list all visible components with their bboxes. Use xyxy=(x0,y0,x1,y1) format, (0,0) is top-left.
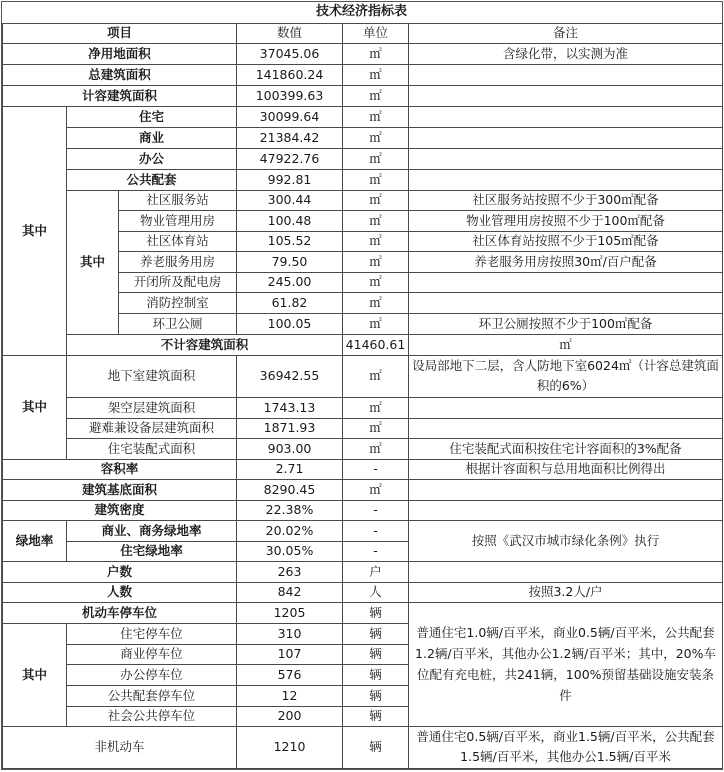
table-title: 技术经济指标表 xyxy=(3,2,723,23)
header-note: 备注 xyxy=(409,23,723,43)
row-value: 310 xyxy=(237,623,343,644)
row-note xyxy=(409,85,723,106)
row-value: 12 xyxy=(237,685,343,706)
row-unit: ㎡ xyxy=(343,106,409,127)
row-value: 41460.61 xyxy=(343,334,409,355)
row-value: 30099.64 xyxy=(237,106,343,127)
row-note: 含绿化带，以实测为准 xyxy=(409,43,723,64)
row-value: 8290.45 xyxy=(237,479,343,500)
row-value: 141860.24 xyxy=(237,64,343,85)
row-note: 根据计容面积与总用地面积比例得出 xyxy=(409,459,723,479)
row-label: 商业停车位 xyxy=(67,644,237,664)
table-row xyxy=(3,334,723,355)
header-row xyxy=(3,23,723,43)
row-label: 户数 xyxy=(3,561,237,582)
row-note: 环卫公厕按照不少于100㎡配备 xyxy=(409,313,723,334)
row-value: 200 xyxy=(237,706,343,726)
row-unit: 辆 xyxy=(343,685,409,706)
table-row xyxy=(3,438,723,459)
table-row xyxy=(3,148,723,169)
row-note: 设局部地下二层，含人防地下室6024㎡（计容总建筑面积的6%） xyxy=(409,355,723,397)
row-unit: - xyxy=(343,459,409,479)
row-note xyxy=(409,479,723,500)
row-unit: 辆 xyxy=(343,706,409,726)
table-row xyxy=(3,64,723,85)
row-label: 住宅绿地率 xyxy=(67,541,237,561)
row-note: 住宅装配式面积按住宅计容面积的3%配备 xyxy=(409,438,723,459)
row-label: 机动车停车位 xyxy=(3,602,237,623)
row-label: 物业管理用房 xyxy=(119,210,237,231)
row-value: 576 xyxy=(237,664,343,685)
header-value: 数值 xyxy=(237,23,343,43)
row-unit: ㎡ xyxy=(343,190,409,210)
row-note xyxy=(409,148,723,169)
row-label: 办公 xyxy=(67,148,237,169)
row-unit: 辆 xyxy=(343,623,409,644)
row-label: 商业 xyxy=(67,127,237,148)
row-note xyxy=(409,127,723,148)
row-label: 地下室建筑面积 xyxy=(67,355,237,397)
row-value: 300.44 xyxy=(237,190,343,210)
row-unit: 辆 xyxy=(343,602,409,623)
row-value: 842 xyxy=(237,582,343,602)
row-value: 20.02% xyxy=(237,520,343,541)
row-value: 21384.42 xyxy=(237,127,343,148)
table-row xyxy=(3,397,723,418)
row-value: 2.71 xyxy=(237,459,343,479)
row-unit: ㎡ xyxy=(343,397,409,418)
row-unit: - xyxy=(343,500,409,520)
row-label: 社会公共停车位 xyxy=(67,706,237,726)
row-label: 架空层建筑面积 xyxy=(67,397,237,418)
table-row xyxy=(3,602,723,623)
row-unit: ㎡ xyxy=(343,169,409,190)
group-label-far: 其中 xyxy=(3,106,67,355)
row-value: 79.50 xyxy=(237,251,343,272)
row-label: 商业、商务绿地率 xyxy=(67,520,237,541)
table-row xyxy=(3,190,723,210)
row-value: 100399.63 xyxy=(237,85,343,106)
row-note: 普通住宅0.5辆/百平米，商业1.5辆/百平米，公共配套1.5辆/百平米，其他办公1.5辆/百平米 xyxy=(409,726,723,768)
table-row xyxy=(3,500,723,520)
row-unit: ㎡ xyxy=(343,251,409,272)
row-label: 净用地面积 xyxy=(3,43,237,64)
row-label: 住宅停车位 xyxy=(67,623,237,644)
row-unit: - xyxy=(343,541,409,561)
row-note: 社区体育站按照不少于105㎡配备 xyxy=(409,231,723,251)
row-label: 容积率 xyxy=(3,459,237,479)
row-note xyxy=(409,500,723,520)
row-unit: ㎡ xyxy=(343,148,409,169)
row-label: 建筑基底面积 xyxy=(3,479,237,500)
row-label: 人数 xyxy=(3,582,237,602)
row-value: 100.48 xyxy=(237,210,343,231)
table-row xyxy=(3,85,723,106)
row-unit: 辆 xyxy=(343,664,409,685)
row-unit: ㎡ xyxy=(343,418,409,438)
row-label: 公共配套 xyxy=(67,169,237,190)
row-note xyxy=(409,292,723,313)
table-row xyxy=(3,561,723,582)
row-value: 105.52 xyxy=(237,231,343,251)
row-value: 245.00 xyxy=(237,272,343,292)
row-value: 1210 xyxy=(237,726,343,768)
row-value: 36942.55 xyxy=(237,355,343,397)
row-label: 建筑密度 xyxy=(3,500,237,520)
row-note xyxy=(409,64,723,85)
row-unit: ㎡ xyxy=(343,292,409,313)
row-label: 养老服务用房 xyxy=(119,251,237,272)
row-label: 开闭所及配电房 xyxy=(119,272,237,292)
row-label: 社区体育站 xyxy=(119,231,237,251)
row-note: 按照3.2人/户 xyxy=(409,582,723,602)
row-unit: ㎡ xyxy=(343,85,409,106)
row-note xyxy=(409,106,723,127)
row-unit: - xyxy=(343,520,409,541)
group-label-non-far: 其中 xyxy=(3,355,67,459)
row-label: 公共配套停车位 xyxy=(67,685,237,706)
table-row xyxy=(3,355,723,397)
row-unit: ㎡ xyxy=(343,479,409,500)
row-label: 不计容建筑面积 xyxy=(67,334,343,355)
table-row xyxy=(3,169,723,190)
row-unit: ㎡ xyxy=(343,272,409,292)
row-value: 47922.76 xyxy=(237,148,343,169)
row-unit: ㎡ xyxy=(343,231,409,251)
group-label-public: 其中 xyxy=(67,190,119,334)
row-value: 61.82 xyxy=(237,292,343,313)
row-label: 避难兼设备层建筑面积 xyxy=(67,418,237,438)
row-value: 1743.13 xyxy=(237,397,343,418)
header-item: 项目 xyxy=(3,23,237,43)
table-row xyxy=(3,582,723,602)
row-value: 37045.06 xyxy=(237,43,343,64)
technical-economic-indicator-sheet xyxy=(1,1,723,770)
row-unit: ㎡ xyxy=(343,43,409,64)
row-note: 社区服务站按照不少于300㎡配备 xyxy=(409,190,723,210)
header-unit: 单位 xyxy=(343,23,409,43)
row-unit: 辆 xyxy=(343,726,409,768)
group-label-green: 绿地率 xyxy=(3,520,67,561)
table-row xyxy=(3,459,723,479)
row-note: 养老服务用房按照30㎡/百户配备 xyxy=(409,251,723,272)
row-value: 263 xyxy=(237,561,343,582)
row-value: 1871.93 xyxy=(237,418,343,438)
table-row xyxy=(3,43,723,64)
table-row xyxy=(3,106,723,127)
row-value: 903.00 xyxy=(237,438,343,459)
row-note xyxy=(409,418,723,438)
parking-note: 普通住宅1.0辆/百平米，商业0.5辆/百平米，公共配套1.2辆/百平米，其他办公1.2辆/百平米；其中，20%车位配有充电桩，共241辆，100%预留基础设施安装条件 xyxy=(409,602,723,726)
row-value: 22.38% xyxy=(237,500,343,520)
row-note: 物业管理用房按照不少于100㎡配备 xyxy=(409,210,723,231)
row-note xyxy=(409,272,723,292)
table-row xyxy=(3,418,723,438)
row-value: 1205 xyxy=(237,602,343,623)
row-label: 住宅 xyxy=(67,106,237,127)
row-label: 社区服务站 xyxy=(119,190,237,210)
row-unit: ㎡ xyxy=(343,64,409,85)
row-label: 计容建筑面积 xyxy=(3,85,237,106)
row-value: 100.05 xyxy=(237,313,343,334)
row-unit: 户 xyxy=(343,561,409,582)
row-value: 107 xyxy=(237,644,343,664)
green-note: 按照《武汉市城市绿化条例》执行 xyxy=(409,520,723,561)
row-note xyxy=(409,397,723,418)
row-label: 非机动车 xyxy=(3,726,237,768)
row-label: 环卫公厕 xyxy=(119,313,237,334)
group-label-parking: 其中 xyxy=(3,623,67,726)
table-row xyxy=(3,479,723,500)
row-unit: ㎡ xyxy=(343,438,409,459)
table-row xyxy=(3,726,723,768)
indicator-table xyxy=(2,2,723,769)
row-label: 办公停车位 xyxy=(67,664,237,685)
table-row xyxy=(3,127,723,148)
row-note xyxy=(409,561,723,582)
row-label: 总建筑面积 xyxy=(3,64,237,85)
row-unit: ㎡ xyxy=(343,355,409,397)
row-note xyxy=(409,169,723,190)
table-row xyxy=(3,520,723,541)
row-label: 住宅装配式面积 xyxy=(67,438,237,459)
row-unit: ㎡ xyxy=(343,210,409,231)
row-value: 30.05% xyxy=(237,541,343,561)
row-unit: 人 xyxy=(343,582,409,602)
row-unit: 辆 xyxy=(343,644,409,664)
row-unit: ㎡ xyxy=(343,313,409,334)
row-value: 992.81 xyxy=(237,169,343,190)
row-label: 消防控制室 xyxy=(119,292,237,313)
row-unit: ㎡ xyxy=(409,334,723,355)
row-unit: ㎡ xyxy=(343,127,409,148)
